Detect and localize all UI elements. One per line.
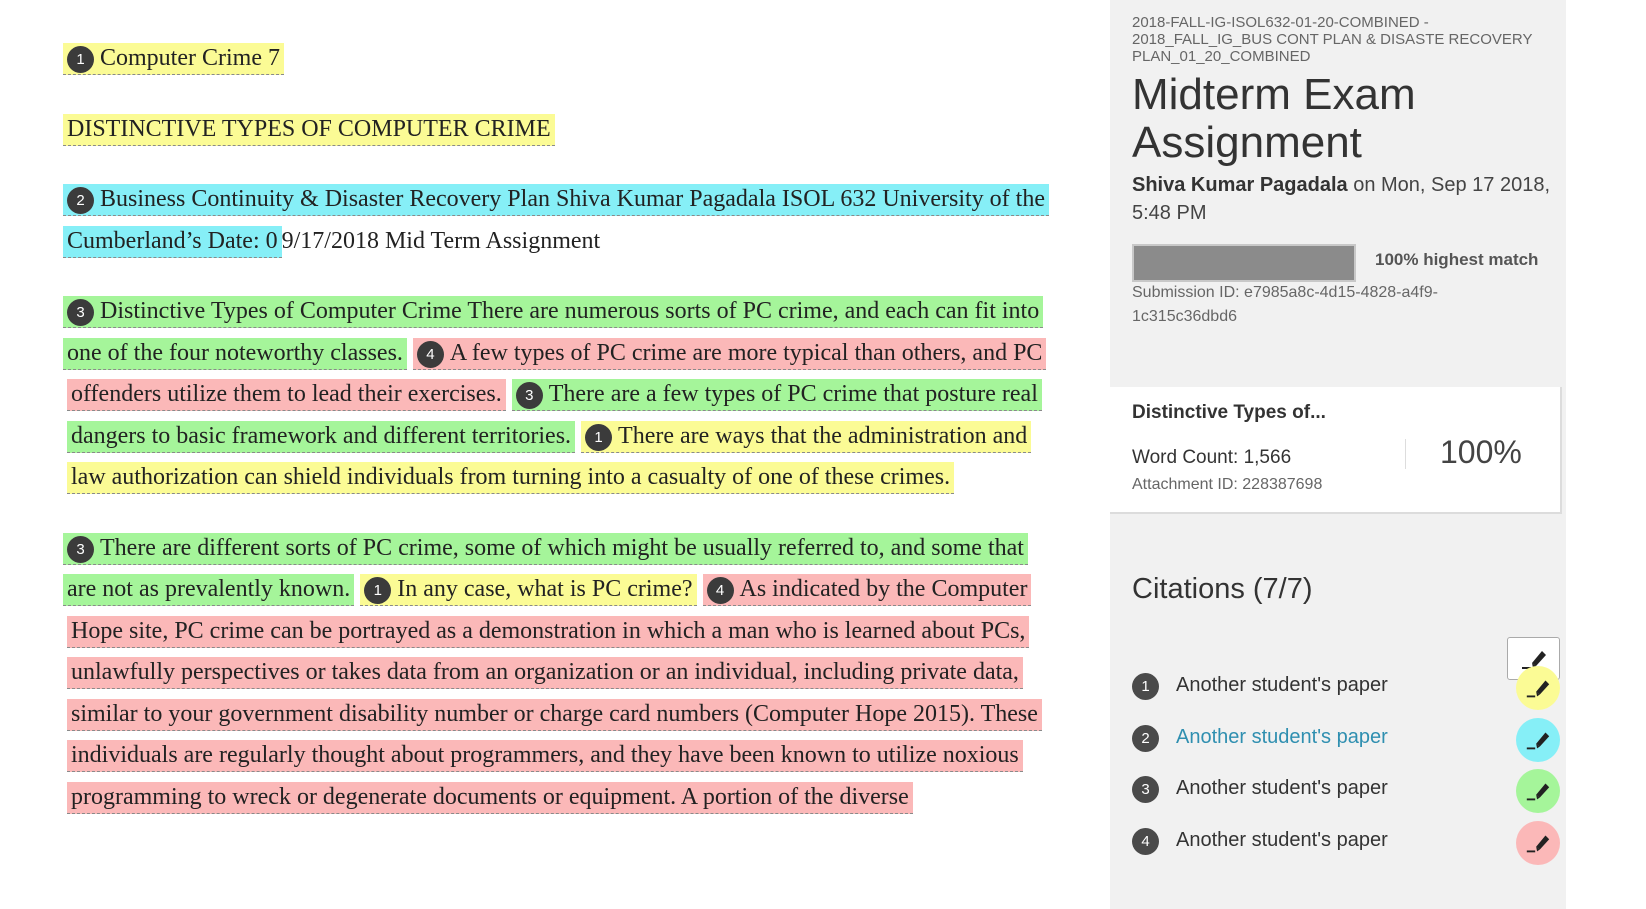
- citation-source-link[interactable]: Another student's paper: [1176, 829, 1388, 851]
- match-number-badge[interactable]: 3: [516, 382, 543, 409]
- word-count: Word Count: 1,566: [1132, 447, 1292, 468]
- citation-item[interactable]: [1132, 666, 1562, 710]
- paragraph-4: [67, 291, 1057, 499]
- citation-item[interactable]: [1132, 769, 1562, 813]
- citation-source-link[interactable]: Another student's paper: [1176, 777, 1388, 799]
- match-number-badge[interactable]: 1: [67, 46, 94, 73]
- match-number-badge[interactable]: 3: [67, 536, 94, 563]
- attachment-title: Distinctive Types of...: [1132, 402, 1326, 423]
- citation-source-link[interactable]: Another student's paper: [1176, 726, 1388, 748]
- paragraph-2: [67, 109, 1057, 151]
- attachment-card[interactable]: [1110, 387, 1562, 514]
- highlighter-pen-icon: [1524, 729, 1552, 751]
- match-number-badge[interactable]: 3: [67, 299, 94, 326]
- citation-highlight-button[interactable]: [1516, 718, 1560, 762]
- highlighter-pen-icon: [1524, 780, 1552, 802]
- matched-text: There are a few types of PC crime that posture real dangers to basic framework and different territories.: [71, 381, 1038, 449]
- citation-item[interactable]: [1132, 718, 1562, 762]
- unmatched-text: 9/17/2018 Mid Term Assignment: [281, 227, 601, 254]
- match-number-badge[interactable]: 1: [585, 424, 612, 451]
- highlight-match-4[interactable]: [67, 574, 1042, 814]
- matched-text: There are different sorts of PC crime, some of which might be usually referred to, and some that are not as prevalently known.: [67, 534, 1024, 602]
- match-progress-bar: [1132, 244, 1356, 282]
- highlighter-pen-icon: [1524, 832, 1552, 854]
- citation-source-link[interactable]: Another student's paper: [1176, 674, 1388, 696]
- attachment-id: Attachment ID: 228387698: [1132, 476, 1323, 493]
- citation-highlight-button[interactable]: [1516, 769, 1560, 813]
- highest-match-label: 100% highest match: [1375, 250, 1539, 269]
- highlighter-pen-icon: [1524, 677, 1552, 699]
- match-number-badge[interactable]: 4: [417, 341, 444, 368]
- paragraph-1: [67, 38, 1057, 80]
- highlight-match-2[interactable]: 2 Business Continuity & Disaster Recovery Plan Shiva Kumar Pagadala ISOL 632 University of the Cumberland’s Date: 0: [63, 184, 1049, 258]
- highlight-match-1[interactable]: [360, 574, 696, 606]
- assignment-title: Midterm Exam Assignment: [1132, 70, 1416, 167]
- matched-text: There are ways that the administration and law authorization can shield individuals from turning into a casualty of one of these crimes.: [71, 422, 1028, 490]
- similarity-panel: [1110, 0, 1566, 909]
- submission-author-line: [1132, 171, 1562, 227]
- citation-number-badge: 1: [1132, 673, 1159, 700]
- citation-number-badge: 4: [1132, 828, 1159, 855]
- citation-number-badge: 3: [1132, 776, 1159, 803]
- highlight-match-1[interactable]: DISTINCTIVE TYPES OF COMPUTER CRIME: [63, 114, 555, 146]
- paragraph-3: [67, 179, 1057, 262]
- scroll-gutter[interactable]: [1566, 0, 1646, 909]
- author-name: Shiva Kumar Pagadala: [1132, 174, 1348, 196]
- match-number-badge[interactable]: 1: [364, 577, 391, 604]
- document-text: [67, 38, 1057, 847]
- citation-item[interactable]: [1132, 821, 1562, 865]
- matched-text: In any case, what is PC crime?: [397, 576, 693, 602]
- paragraph-5: [67, 528, 1057, 819]
- submission-date: on Mon, Sep 17 2018, 5:48 PM: [1132, 174, 1551, 224]
- citations-heading: Citations (7/7): [1132, 573, 1313, 605]
- matched-text: Distinctive Types of Computer Crime There are numerous sorts of PC crime, and each can fit into one of the four noteworthy classes.: [67, 298, 1040, 366]
- matched-text: As indicated by the Computer Hope site, PC crime can be portrayed as a demonstration in which a man who is learned about PCs, unlawfully perspectives or takes data from an organization or an individual, including private data, similar to your government disability number or charge card numbers (Computer Hope 2015). These individuals are regularly thought about programmers, and they have been known to utilize noxious programming to wreck or degenerate documents or equipment. A portion of the diverse: [71, 576, 1038, 810]
- citation-highlight-button[interactable]: [1516, 666, 1560, 710]
- divider: [1405, 439, 1406, 469]
- highlight-match-1[interactable]: 1 Computer Crime 7: [63, 43, 284, 75]
- citation-highlight-button[interactable]: [1516, 821, 1560, 865]
- matched-text: A few types of PC crime are more typical than others, and PC offenders utilize them to lead their exercises.: [71, 339, 1043, 407]
- submission-id: Submission ID: e7985a8c-4d15-4828-a4f9-1c315c36dbd6: [1132, 284, 1438, 325]
- citation-number-badge: 2: [1132, 725, 1159, 752]
- match-number-badge[interactable]: 2: [67, 187, 94, 214]
- class-assignment-path: 2018-FALL-IG-ISOL632-01-20-COMBINED - 2018_FALL_IG_BUS CONT PLAN & DISASTE RECOVERY PLAN_01_20_COMBINED: [1132, 14, 1533, 65]
- match-number-badge[interactable]: 4: [707, 577, 734, 604]
- similarity-percent: 100%: [1440, 434, 1522, 470]
